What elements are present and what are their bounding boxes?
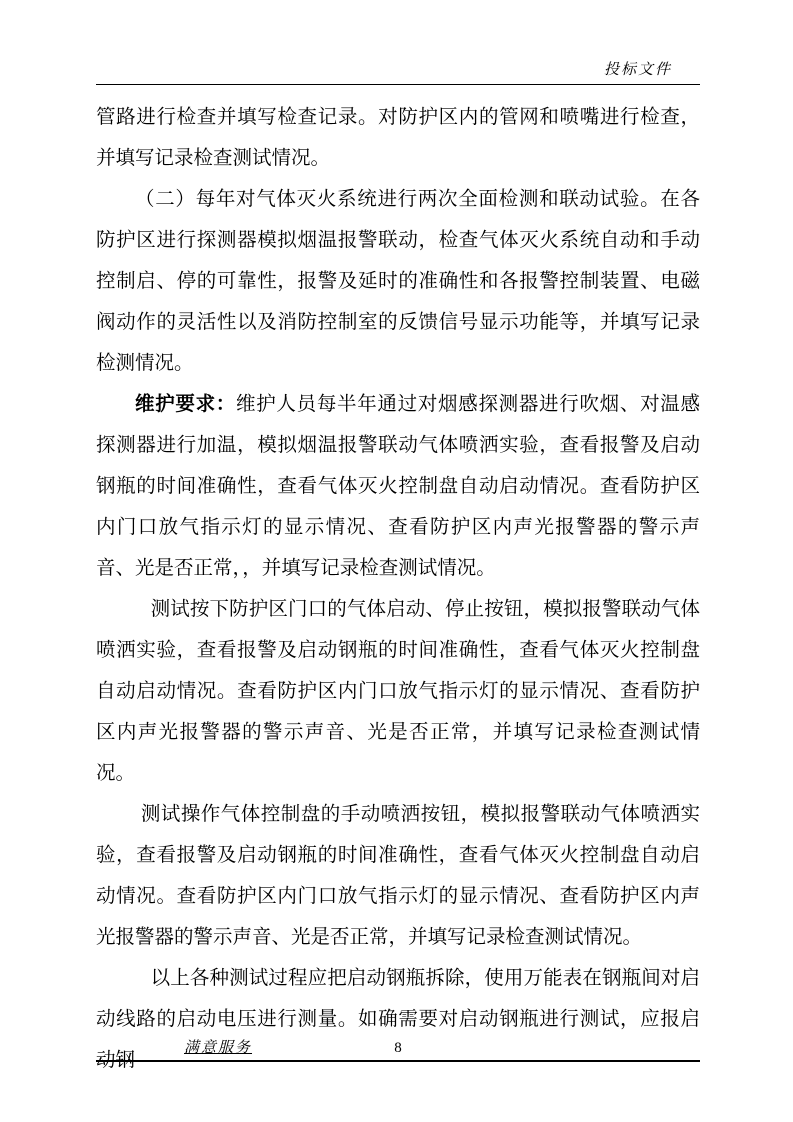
- paragraph-test-control-panel: 测试操作气体控制盘的手动喷洒按钮，模拟报警联动气体喷洒实验，查看报警及启动钢瓶的时间准确性，查看气体灭火控制盘自动启动情况。查看防护区内门口放气指示灯的显示情况、查看防护区内声光报警器的警示声音、光是否正常，并填写记录检查测试情况。: [96, 804, 700, 948]
- page-header: [96, 58, 700, 85]
- header-rule: [96, 84, 700, 85]
- paragraph-continuation: 管路进行检查并填写检查记录。对防护区内的管网和喷嘴进行检查，并填写记录检查测试情况。: [96, 107, 700, 169]
- footer-page-number: 8: [394, 1040, 402, 1056]
- paragraph-text: 维护人员每半年通过对烟感探测器进行吹烟、对温感探测器进行加温，模拟烟温报警联动气体喷洒实验，查看报警及启动钢瓶的时间准确性，查看气体灭火控制盘自动启动情况。查看防护区内门口放气指示灯的显示情况、查看防护区内声光报警器的警示声音、光是否正常，，并填写记录检查测试情况。: [96, 394, 700, 579]
- header-title: 投标文件: [603, 62, 672, 78]
- paragraph-test-buttons: 测试按下防护区门口的气体启动、停止按钮，模拟报警联动气体喷洒实验，查看报警及启动钢瓶的时间准确性，查看气体灭火控制盘自动启动情况。查看防护区内门口放气指示灯的显示情况、查看防护区内声光报警器的警示声音、光是否正常，并填写记录检查测试情况。: [96, 599, 700, 784]
- paragraph-test-procedure: 以上各种测试过程应把启动钢瓶拆除，使用万能表在钢瓶间对启动线路的启动电压进行测量。如确需要对启动钢瓶进行测试，应报启动钢: [96, 968, 700, 1071]
- paragraph-maintenance-requirements: [96, 384, 700, 589]
- footer-brand: 满意服务: [184, 1040, 253, 1056]
- paragraph-section-2: （二）每年对气体灭火系统进行两次全面检测和联动试验。在各防护区进行探测器模拟烟温报警联动，检查气体灭火系统自动和手动控制启、停的可靠性，报警及延时的准确性和各报警控制装置、电磁阀动作的灵活性以及消防控制室的反馈信号显示功能等，并填写记录检测情况。: [96, 189, 700, 374]
- document-body: [96, 97, 700, 1081]
- paragraph-lead-bold: 维护要求：: [135, 394, 237, 415]
- page-footer: [96, 1036, 700, 1062]
